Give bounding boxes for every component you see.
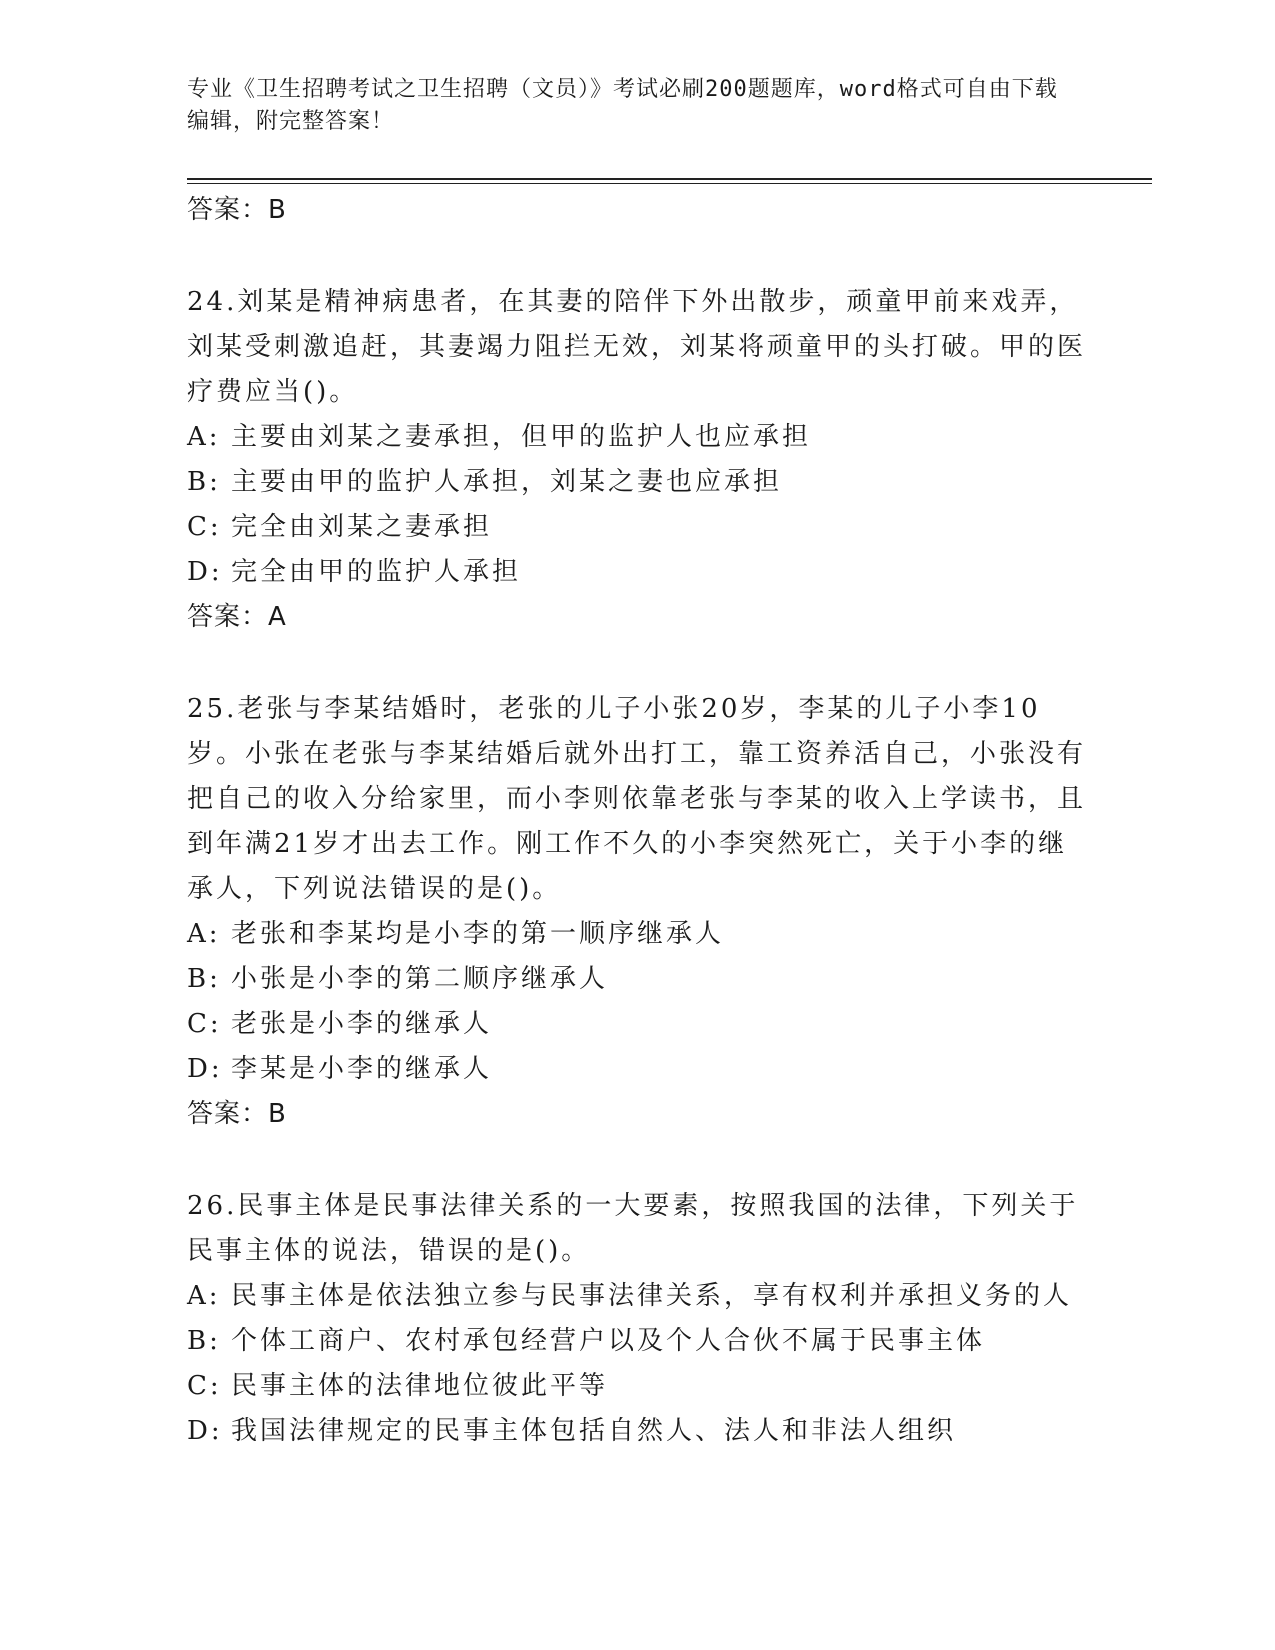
option-d — [187, 550, 1087, 595]
option-key: A: — [187, 1281, 221, 1311]
header-rule-thin — [187, 183, 1152, 184]
question-answer: 答案：A — [187, 602, 287, 632]
option-d — [187, 1047, 1087, 1092]
document-body — [187, 188, 1087, 1454]
option-text: 小张是小李的第二顺序继承人 — [231, 964, 609, 994]
option-text: 完全由刘某之妻承担 — [231, 512, 493, 542]
question-24 — [187, 280, 1087, 639]
option-key: B: — [187, 467, 221, 497]
option-key: D: — [187, 1054, 223, 1084]
option-a — [187, 415, 1087, 460]
option-text: 民事主体是依法独立参与民事法律关系，享有权利并承担义务的人 — [231, 1281, 1073, 1311]
previous-answer: 答案：B — [187, 195, 287, 225]
option-c — [187, 1002, 1087, 1047]
option-key: A: — [187, 919, 221, 949]
document-header: 专业《卫生招聘考试之卫生招聘（文员）》考试必刷200题题库，word格式可自由下载编辑，附完整答案！ — [187, 77, 1058, 134]
option-text: 老张和李某均是小李的第一顺序继承人 — [231, 919, 725, 949]
option-key: C: — [187, 1009, 222, 1039]
question-26 — [187, 1184, 1087, 1454]
option-text: 李某是小李的继承人 — [231, 1054, 493, 1084]
option-text: 民事主体的法律地位彼此平等 — [231, 1371, 609, 1401]
option-key: C: — [187, 512, 222, 542]
option-text: 主要由刘某之妻承担，但甲的监护人也应承担 — [231, 422, 812, 452]
option-b — [187, 460, 1087, 505]
option-c — [187, 1364, 1087, 1409]
option-text: 个体工商户、农村承包经营户以及个人合伙不属于民事主体 — [231, 1326, 986, 1356]
option-b — [187, 957, 1087, 1002]
option-text: 我国法律规定的民事主体包括自然人、法人和非法人组织 — [231, 1416, 957, 1446]
option-c — [187, 505, 1087, 550]
option-text: 完全由甲的监护人承担 — [231, 557, 522, 587]
question-text: 25.老张与李某结婚时，老张的儿子小张20岁，李某的儿子小李10岁。小张在老张与李某结婚后就外出打工，靠工资养活自己，小张没有把自己的收入分给家里，而小李则依靠老张与李某的收入上学读书，且到年满21岁才出去工作。刚工作不久的小李突然死亡，关于小李的继承人，下列说法错误的是()。 — [187, 694, 1087, 904]
option-a — [187, 912, 1087, 957]
question-text: 26.民事主体是民事法律关系的一大要素，按照我国的法律，下列关于民事主体的说法，错误的是()。 — [187, 1191, 1079, 1266]
option-text: 主要由甲的监护人承担，刘某之妻也应承担 — [231, 467, 783, 497]
option-a — [187, 1274, 1087, 1319]
option-b — [187, 1319, 1087, 1364]
question-answer: 答案：B — [187, 1099, 287, 1129]
question-text: 24.刘某是精神病患者，在其妻的陪伴下外出散步，顽童甲前来戏弄，刘某受刺激追赶，其妻竭力阻拦无效，刘某将顽童甲的头打破。甲的医疗费应当()。 — [187, 287, 1087, 407]
option-d — [187, 1409, 1087, 1454]
option-key: A: — [187, 422, 221, 452]
question-25 — [187, 687, 1087, 1136]
option-key: C: — [187, 1371, 222, 1401]
option-text: 老张是小李的继承人 — [231, 1009, 493, 1039]
option-key: B: — [187, 964, 221, 994]
option-key: D: — [187, 1416, 223, 1446]
option-key: B: — [187, 1326, 221, 1356]
header-rule-thick — [187, 178, 1152, 180]
option-key: D: — [187, 557, 223, 587]
